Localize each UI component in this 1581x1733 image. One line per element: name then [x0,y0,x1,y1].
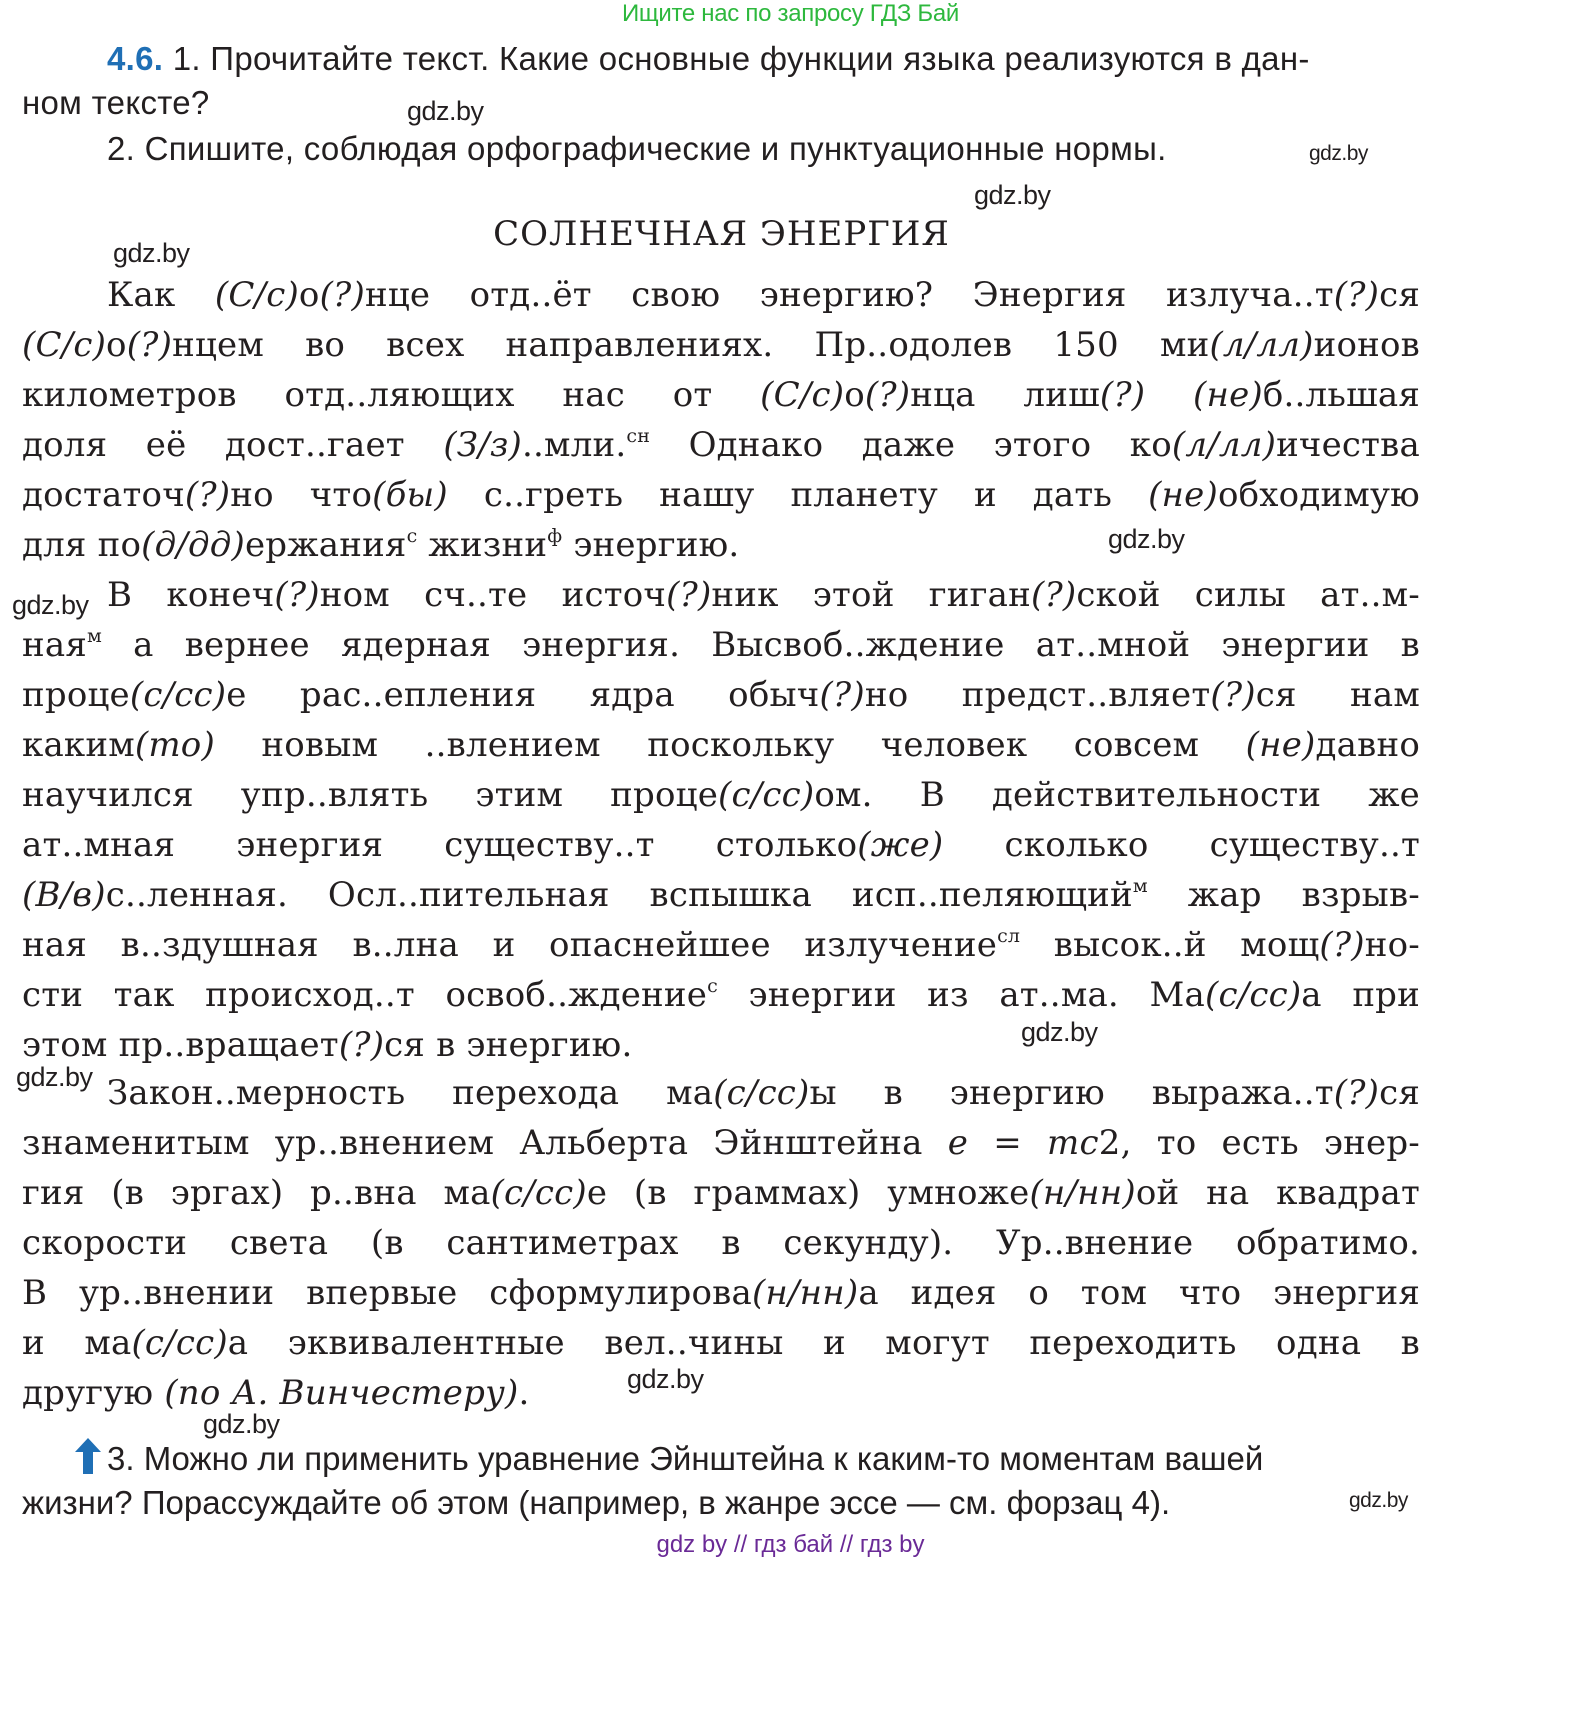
text-line: этом пр..вращает(?)ся в энергию. [22,1025,633,1065]
text-line: Как (С/с)о(?)нце отд..ёт свою энергию? Энергия излуча..т(?)ся [107,275,1420,315]
watermark: gdz.by [407,96,484,126]
text-line: ная$^м$ а вернее ядерная энергия. Высвоб..ждение ат..мной энергии в [22,625,1420,665]
text-line: научился упр..влять этим проце(с/сс)ом. В действительности же [22,775,1420,815]
watermark: gdz.by [1349,1489,1408,1512]
watermark: gdz.by [974,180,1051,210]
text-line: километров отд..ляющих нас от (С/с)о(?)нца лиш(?) (не)б..льшая [22,375,1420,415]
text-line: ат..мная энергия существу..т столько(же) сколько существу..т [22,825,1420,865]
watermark: gdz.by [113,238,190,268]
text-line: В конеч(?)ном сч..те источ(?)ник этой гиган(?)ской силы ат..м- [107,575,1420,615]
text-line: (В/в)с..ленная. Осл..пительная вспышка исп..пеляющий$^м$ жар взрыв- [22,875,1420,915]
watermark: gdz.by [1021,1017,1098,1047]
question-3-line-2: жизни? Порассуждайте об этом (например, в жанре эссе — см. форзац 4). [22,1484,1171,1521]
text-line: гия (в эргах) р..вна ма(с/сс)е (в граммах) умноже(н/нн)ой на квадрат [22,1173,1420,1213]
footer-links[interactable]: gdz by // гдз бай // гдз by [656,1531,925,1558]
question-1-line-2: ном тексте? [22,84,210,121]
watermark: gdz.by [1108,524,1185,554]
text-line: скорости света (в сантиметрах в секунду). Ур..внение обратимо. [22,1223,1420,1263]
text-line: (С/с)о(?)нцем во всех направлениях. Пр..одолев 150 ми(л/лл)ионов [22,325,1420,365]
question-3-text-1: 3. Можно ли применить уравнение Эйнштейна к каким-то моментам вашей [107,1440,1264,1477]
task-number: 4.6. [107,40,164,77]
text-line: достаточ(?)но что(бы) с..греть нашу планету и дать (не)обходимую [22,475,1420,515]
task-question-1 [107,40,1310,78]
text-line: Закон..мерность перехода ма(с/сс)ы в энергию выража..т(?)ся [107,1073,1420,1113]
question-2: 2. Спишите, соблюдая орфографические и пунктуационные нормы. [107,130,1167,167]
text-line: другую (по А. Винчестеру). [22,1373,530,1413]
watermark: gdz.by [1309,142,1368,165]
text-line: В ур..внении впервые сформулирова(н/нн)а идея о том что энергия [22,1273,1420,1313]
watermark: gdz.by [627,1364,704,1394]
text-line: сти так происход..т освоб..ждение$^с$ энергии из ат..ма. Ма(с/сс)а при [22,975,1421,1015]
watermark: gdz.by [203,1409,280,1439]
text-line: проце(с/сс)е рас..епления ядра обыч(?)но предст..вляет(?)ся нам [22,675,1420,715]
text-line: доля её дост..гает (З/з)..мли.$^{сн}$ Однако даже этого ко(л/лл)ичества [22,425,1420,465]
text-line: каким(то) новым ..влением поскольку человек совсем (не)давно [22,725,1420,765]
question-1-line-1: 1. Прочитайте текст. Какие основные функции языка реализуются в дан- [172,40,1310,77]
text-line: и ма(с/сс)а эквивалентные вел..чины и могут переходить одна в [22,1323,1420,1363]
arrow-up-icon [75,1438,101,1474]
question-3-line-1 [75,1438,1263,1478]
text-line: ная в..здушная в..лна и опаснейшее излучение$^{сл}$ высок..й мощ(?)но- [22,925,1420,965]
watermark: gdz.by [16,1062,93,1092]
top-banner[interactable]: Ищите нас по запросу ГДЗ Бай [621,0,960,27]
watermark: gdz.by [12,590,89,620]
text-title: СОЛНЕЧНАЯ ЭНЕРГИЯ [493,214,950,254]
text-line: знаменитым ур..внением Альберта Эйнштейна e = mc2, то есть энер- [22,1123,1420,1163]
text-line: для по(д/дд)ержания$^с$ жизни$^ф$ энергию. [22,525,740,565]
